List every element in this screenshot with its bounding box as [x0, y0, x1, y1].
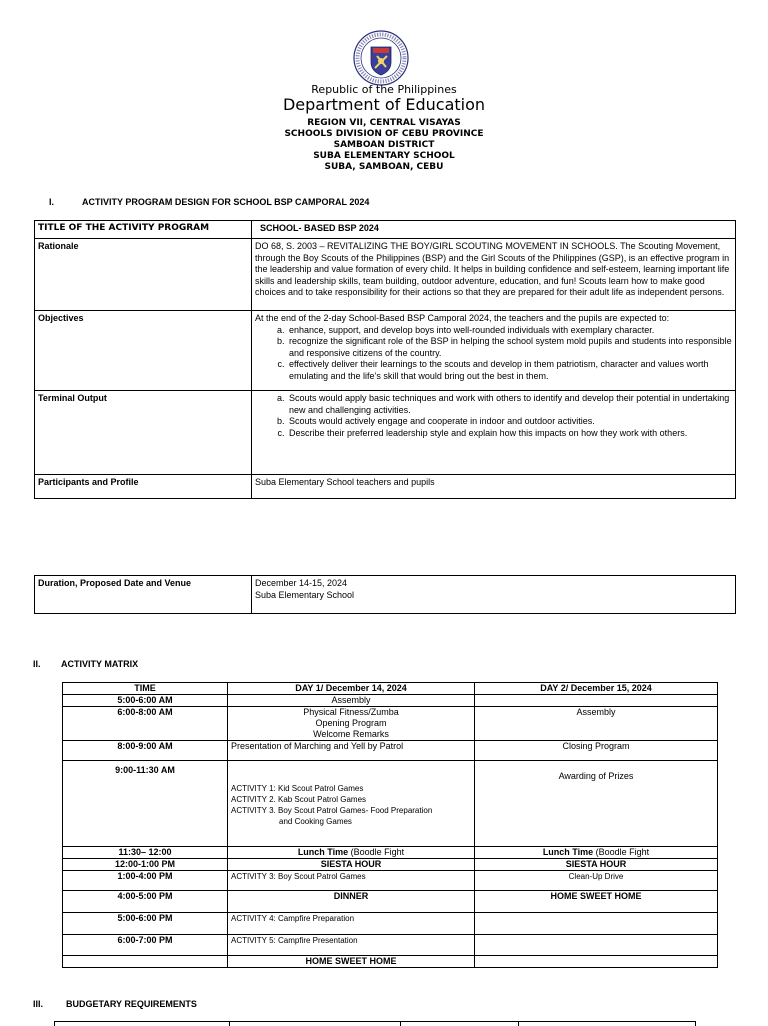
section-2-title: ACTIVITY MATRIX	[61, 659, 139, 669]
section-1-number: I.	[49, 197, 55, 207]
day1-cell: HOME SWEET HOME	[228, 956, 475, 968]
time-cell: 5:00-6:00 PM	[63, 913, 228, 935]
participants-value: Suba Elementary School teachers and pupils	[252, 475, 736, 499]
region-line: REGION VII, CENTRAL VISAYAS	[307, 118, 461, 128]
objectives-cell	[252, 311, 736, 391]
day1-cell	[228, 707, 475, 741]
program-design-table	[34, 220, 736, 499]
deped-seal-logo	[353, 30, 409, 86]
duration-date: December 14-15, 2024	[255, 578, 348, 588]
time-cell: 6:00-7:00 PM	[63, 935, 228, 956]
day2-cell: Clean-Up Drive	[475, 871, 718, 891]
day1-line: ACTIVITY 2. Kab Scout Patrol Games	[231, 795, 367, 804]
day1-cell: ACTIVITY 5: Campfire Presentation	[228, 935, 475, 956]
time-cell: 9:00-11:30 AM	[63, 761, 228, 847]
district-line: SAMBOAN DISTRICT	[333, 140, 435, 150]
time-cell: 6:00-8:00 AM	[63, 707, 228, 741]
day2-cell	[475, 935, 718, 956]
time-cell: 8:00-9:00 AM	[63, 741, 228, 761]
day2-cell: Assembly	[475, 707, 718, 741]
list-item: c. effectively deliver their learnings to the scouts and develop in them patriotism, character and values worth emulating and the life’s skill that would bring out the best in them.	[287, 359, 732, 382]
day2-cell: Awarding of Prizes	[475, 761, 718, 847]
table-row	[35, 475, 736, 499]
time-cell: 5:00-6:00 AM	[63, 695, 228, 707]
school-line: SUBA ELEMENTARY SCHOOL	[313, 151, 455, 161]
activity-matrix-table	[62, 682, 718, 968]
day2-cell: Closing Program	[475, 741, 718, 761]
duration-label: Duration, Proposed Date and Venue	[35, 576, 252, 614]
day2-cell	[475, 956, 718, 968]
table-row	[63, 761, 718, 847]
objectives-label: Objectives	[35, 311, 252, 391]
table-row	[35, 239, 736, 311]
rationale-text: DO 68, S. 2003 – REVITALIZING THE BOY/GIRL SCOUTING MOVEMENT IN SCHOOLS. The Scouting Movement, through the Boy Scouts of the Philippines (BSP) and the Girl Scouts of the Philippines (GSP), is an effective program in the leadership and value formation of every child. It helps in building confidence and self-esteem, learning important life skills and leadership skills, team building, outdoor adventure, education, and fun! Scouts learn how to make good choices and to take responsibility for their actions so that they are prepared for their adult life as independent persons.	[252, 239, 736, 311]
day1-cell: ACTIVITY 4: Campfire Preparation	[228, 913, 475, 935]
col-day2-header: DAY 2/ December 15, 2024	[475, 683, 718, 695]
division-line: SCHOOLS DIVISION OF CEBU PROVINCE	[284, 129, 484, 139]
day1-cell	[228, 847, 475, 859]
time-cell	[63, 956, 228, 968]
table-row	[63, 891, 718, 913]
table-row	[35, 576, 736, 614]
list-item: a. enhance, support, and develop boys into well-rounded individuals with exemplary character.	[287, 325, 732, 337]
time-cell: 11:30– 12:00	[63, 847, 228, 859]
duration-venue: Suba Elementary School	[255, 589, 355, 600]
department-title: Department of Education	[282, 95, 486, 114]
section-3-number: III.	[33, 999, 44, 1009]
terminal-output-label: Terminal Output	[35, 391, 252, 475]
day1-bold: Lunch Time	[297, 847, 349, 857]
day2-cell: SIESTA HOUR	[475, 859, 718, 871]
republic-line: Republic of the Philippines	[311, 83, 457, 96]
terminal-output-cell	[252, 391, 736, 475]
duration-cell	[252, 576, 736, 614]
day1-line: ACTIVITY 3. Boy Scout Patrol Games- Food Preparation	[231, 806, 433, 815]
section-2-number: II.	[33, 659, 41, 669]
day1-cell: DINNER	[228, 891, 475, 913]
section-3-title: BUDGETARY REQUIREMENTS	[66, 999, 197, 1009]
day1-line: Opening Program	[315, 718, 387, 728]
day1-rest: (Boodle Fight	[348, 847, 405, 857]
time-cell: 1:00-4:00 PM	[63, 871, 228, 891]
rationale-label: Rationale	[35, 239, 252, 311]
day1-cell: Presentation of Marching and Yell by Patrol	[228, 741, 475, 761]
table-row	[35, 391, 736, 475]
address-line: SUBA, SAMBOAN, CEBU	[324, 162, 444, 172]
participants-label: Participants and Profile	[35, 475, 252, 499]
table-row	[35, 311, 736, 391]
day1-cell: ACTIVITY 3: Boy Scout Patrol Games	[228, 871, 475, 891]
table-row	[63, 871, 718, 891]
objectives-list	[255, 325, 732, 383]
col-time-header: TIME	[63, 683, 228, 695]
terminal-output-list	[255, 393, 732, 439]
table-row	[63, 956, 718, 968]
day1-line: ACTIVITY 1: Kid Scout Patrol Games	[231, 784, 364, 793]
col-day1-header: DAY 1/ December 14, 2024	[228, 683, 475, 695]
day2-rest: (Boodle Fight	[593, 847, 650, 857]
table-row	[63, 935, 718, 956]
day1-line: and Cooking Games	[279, 817, 352, 826]
table-row	[63, 847, 718, 859]
list-item: a. Scouts would apply basic techniques and work with others to identify and develop their potential in undertaking new and challenging activities.	[287, 393, 732, 416]
title-label: TITLE OF THE ACTIVITY PROGRAM	[35, 221, 252, 239]
day1-line: Physical Fitness/Zumba	[303, 707, 399, 717]
table-row	[63, 741, 718, 761]
duration-table	[34, 575, 736, 614]
section-1-title: ACTIVITY PROGRAM DESIGN FOR SCHOOL BSP CAMPORAL 2024	[82, 197, 370, 207]
objectives-intro: At the end of the 2-day School-Based BSP Camporal 2024, the teachers and the pupils are expected to:	[255, 313, 670, 323]
day1-line: Welcome Remarks	[313, 729, 389, 739]
list-item: b. Scouts would actively engage and cooperate in indoor and outdoor activities.	[287, 416, 732, 428]
day2-cell	[475, 847, 718, 859]
table-row	[63, 859, 718, 871]
table-row	[63, 683, 718, 695]
day2-cell: HOME SWEET HOME	[475, 891, 718, 913]
time-cell: 4:00-5:00 PM	[63, 891, 228, 913]
list-item: c. Describe their preferred leadership style and explain how this impacts on how they work with others.	[287, 428, 732, 440]
table-row	[63, 913, 718, 935]
day2-cell	[475, 913, 718, 935]
list-item: b. recognize the significant role of the BSP in helping the school system mold pupils and students into responsible and responsive citizens of the country.	[287, 336, 732, 359]
table-row	[63, 707, 718, 741]
day1-cell: Assembly	[228, 695, 475, 707]
day2-bold: Lunch Time	[542, 847, 594, 857]
day2-cell	[475, 695, 718, 707]
table-row	[63, 695, 718, 707]
day1-cell	[228, 761, 475, 847]
day1-cell: SIESTA HOUR	[228, 859, 475, 871]
table-row	[35, 221, 736, 239]
title-value: SCHOOL- BASED BSP 2024	[252, 221, 736, 239]
time-cell: 12:00-1:00 PM	[63, 859, 228, 871]
